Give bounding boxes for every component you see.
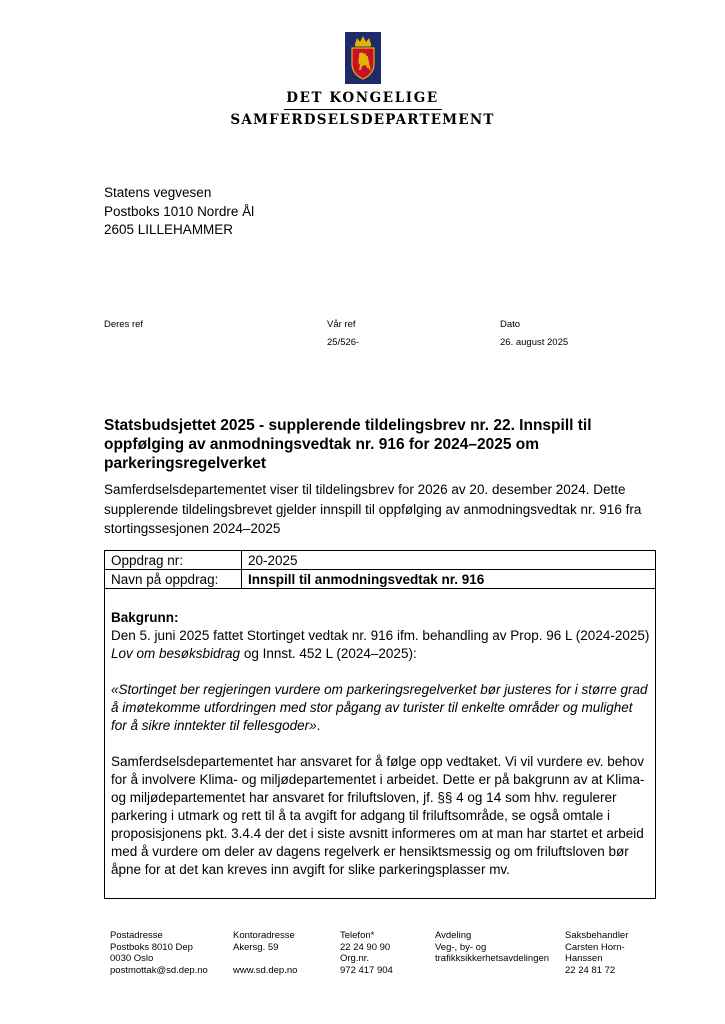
var-ref-value: 25/526-: [327, 337, 360, 348]
navn-value: Innspill til anmodningsvedtak nr. 916: [248, 572, 485, 587]
recipient-line: Postboks 1010 Nordre Ål: [104, 203, 255, 219]
footer-line: 22 24 90 90: [340, 941, 391, 953]
para1-end: og Innst. 452 L (2024–2025):: [240, 646, 417, 661]
dato-value: 26. august 2025: [500, 337, 569, 348]
para1-start: Den 5. juni 2025 fattet Stortinget vedtak nr. 916 ifm. behandling av Prop. 96 L (2024-2025): [111, 628, 650, 643]
letter-title: Statsbudsjettet 2025 - supplerende tildelingsbrev nr. 22. Innspill til oppfølging av anmodningsvedtak nr. 916 for 2024–2025 om parkeringsregelverket: [104, 417, 592, 472]
footer-line: Akersg. 59: [233, 941, 279, 953]
footer-line: Kontoradresse: [233, 930, 295, 941]
footer-line: Postadresse: [110, 930, 163, 941]
footer-line: Postboks 8010 Dep: [110, 941, 193, 953]
footer-line: Veg-, by- og: [435, 941, 487, 953]
footer-avdeling: [435, 930, 549, 965]
footer-line: [233, 953, 297, 965]
footer-line: Hanssen: [565, 953, 603, 964]
footer-line: Telefon*: [340, 930, 375, 941]
norwegian-coat-of-arms-icon: [345, 32, 381, 84]
oppdrag-value: 20-2025: [248, 553, 298, 568]
deres-ref-label: Deres ref: [104, 319, 144, 330]
navn-label: Navn på oppdrag:: [111, 572, 219, 587]
letterhead: [0, 32, 725, 128]
footer-line: 22 24 81 72: [565, 964, 616, 976]
org-name-line1: DET KONGELIGE: [286, 90, 439, 106]
footer-line: Carsten Horn-: [565, 941, 625, 953]
recipient-line: 2605 LILLEHAMMER: [104, 222, 234, 237]
footer-line: 0030 Oslo: [110, 953, 154, 964]
footer-email: postmottak@sd.dep.no: [110, 964, 208, 976]
footer-line: 972 417 904: [340, 964, 393, 976]
footer-saksbehandler: [565, 930, 628, 976]
dato-label: Dato: [500, 319, 521, 330]
quote-end: .: [316, 718, 321, 733]
footer-postadresse: [110, 930, 208, 976]
org-name-line2: SAMFERDSELSDEPARTEMENT: [230, 112, 495, 128]
bakgrunn-heading: Bakgrunn:: [111, 610, 179, 625]
footer-kontoradresse: [233, 930, 297, 976]
table-row: [105, 570, 655, 589]
recipient-line: Statens vegvesen: [104, 185, 212, 200]
footer-line: Avdeling: [435, 930, 472, 941]
followup-paragraph: Samferdselsdepartementet har ansvaret for å følge opp vedtaket. Vi vil vurdere ev. behov for å involvere Klima- og miljødepartementet i arbeidet. Dette er på bakgrunn av at Klima- og miljødepartementet har ansvaret for friluftsloven, jf. §§ 4 og 14 som hhv. regulerer parkering i utmark og rett til å ta avgift for adgang til friluftsområde, se også omtale i proposisjonens pkt. 3.4.4 der det i siste avsnitt informeres om at man har startet et arbeid med å vurdere om deler av dagens regelverk er hensiktsmessig og om friluftsloven bør åpne for at det kan kreves inn avgift for slike parkeringsplasser mv.: [111, 754, 645, 877]
vedtak-quote: «Stortinget ber regjeringen vurdere om parkeringsregelverket bør justeres for i større grad å imøtekomme utfordringen med stor pågang av turister til enkelte områder og mulighet for å sikre inntekter til fellesgoder»: [111, 682, 648, 733]
footer-telefon: [340, 930, 393, 976]
background-paragraph: [111, 627, 651, 663]
org-divider: [284, 109, 442, 110]
recipient-address: [104, 184, 254, 240]
var-ref-label: Vår ref: [327, 319, 356, 330]
footer-line: Org.nr.: [340, 953, 370, 964]
oppdrag-label: Oppdrag nr:: [111, 553, 184, 568]
quote-paragraph: [111, 681, 651, 735]
footer-website: www.sd.dep.no: [233, 964, 298, 976]
assignment-table: [104, 550, 656, 899]
law-title: Lov om besøksbidrag: [111, 646, 241, 661]
table-row: [105, 551, 655, 570]
footer-line: Saksbehandler: [565, 930, 629, 941]
column-divider: [241, 551, 242, 589]
assignment-body: [111, 609, 651, 879]
intro-paragraph: Samferdselsdepartementet viser til tildelingsbrev for 2026 av 20. desember 2024. Dette supplerende tildelingsbrevet gjelder innspill til oppfølging av anmodningsvedtak nr. 916 fra stortingssesjonen 2024–2025: [104, 482, 642, 536]
footer-line: trafikksikkerhetsavdelingen: [435, 953, 550, 964]
